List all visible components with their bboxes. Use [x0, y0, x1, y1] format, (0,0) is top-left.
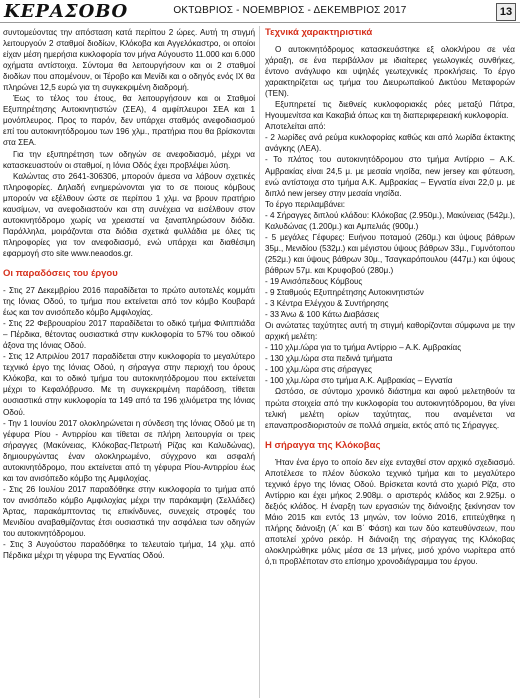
- paragraph: Ο αυτοκινητόδρομος κατασκευάστηκε εξ ολοκλήρου σε νέα χάραξη, σε ένα περιβάλλον με ιδιαίτερες γεωλογικές συνθήκες, έντονο ανάγλυφο και υψηλές γεωτεχνικές προκλήσεις. Το έργο χαρακτηρίζεται ως τμήμα του Διευρωπαϊκού Δικτύου Μεταφορών (ΤΕΝ).: [265, 45, 515, 99]
- list-item: - Στις 22 Φεβρουαρίου 2017 παραδίδεται το οδικό τμήμα Φιλιππιάδα – Πέρδικα, θέτοντας ουσιαστικά στην κυκλοφορία το 57% του οδικού άξονα της Ιόνιας Οδού.: [3, 319, 255, 351]
- section-heading-technical: Τεχνικά χαρακτηριστικά: [265, 27, 373, 38]
- paragraph: Ήταν ένα έργο το οποίο δεν είχε ενταχθεί στον αρχικό σχεδιασμό. Αποτέλεσε το πλέον δύσκολο τεχνικό τμήμα και το μεγαλύτερο τεχνικό έργο της Ιόνιας Οδού. Βρίσκεται κοντά στο χωριό Ρίζα, στο Αντίρριο και έχει μήκος 2.908μ. ο αριστερός κλάδος και 2.925μ. ο δεξιός κλάδος. Η έναρξη των εργασιών της διάνοιξης ξεκίνησαν τον Μάιο 2015 και εντός 13 μηνών, τον Ιούνιο 2016, επιτεύχθηκε η πλήρης διάνοιξη (Α΄ και Β΄ Φάση) και των δύο κατευθύνσεων, που αποτελεί χρόνο ρεκόρ. Η διάνοιξη της σήραγγας της Κλόκοβας ολοκληρώθηκε μόλις μέσα σε 13 μήνες, μισό χρόνο νωρίτερα από ό,τι προβλέποταν στο επίσημο χρονοδιάγραμμα του έργου.: [265, 457, 515, 567]
- list-item: - Στις 26 Ιουλίου 2017 παραδόθηκε στην κυκλοφορία το τμήμα από τον ανισόπεδο κόμβο Αμφιλοχίας μέχρι την παράκαμψη (Σελλάδες) Άρτας, παρακάμπτοντας τις επικίνδυνες, συνεχείς στροφές του Μενιδίου αναβαθμίζοντας έτσι ουσιαστικά την ασφάλεια των οδηγών του αυτοκινητόδρομου.: [3, 484, 255, 539]
- list-item: - Στις 3 Αυγούστου παραδόθηκε το τελευταίο τμήμα, 14 χλμ. από Πέρδικα μέχρι τη γέφυρα της Εγνατίας Οδού.: [3, 540, 255, 561]
- issue-date: ΟΚΤΩΒΡΙΟΣ - ΝΟΕΜΒΡΙΟΣ - ΔΕΚΕΜΒΡΙΟΣ 2017: [173, 5, 407, 16]
- paragraph: Καλώντας στο 2641-306306, μπορούν άμεσα να λάβουν σχετικές πληροφορίες. Δηλαδή ενημερώνονται για το σε ποιους κόμβους μπορούν να εξέλθουν ώστε σε περίπου 1 χλμ. να βρουν πρατήριο καυσίμων, να ανεφοδιαστούν και στη συνέχεια να εισέλθουν στον αυτοκινητόδρομο χωρίς να χρειαστεί να ξαναπληρώσουν διόδια. Παράλληλα, μοιράζονται στα διόδια σχετικά φυλλάδια με όλες τις πληροφορίες για τον ανεφοδιασμό, ενώ υπάρχει και διαθέσιμη εφαρμογή στο site www.neaodos.gr.: [3, 171, 255, 258]
- list-item: - Την 1 Ιουνίου 2017 ολοκληρώνεται η σύνδεση της Ιόνιας Οδού με τη γέφυρα Ρίου - Αντιρρίου και τίθεται σε πλήρη λειτουργία οι τρεις σήραγγες (Μακύνειας, Κλόκοβας-Πετρωτή Ρίζας και Καλυδώνας), δημιουργώντας έναν ολοκληρωμένο, σύγχρονο και ασφαλή αυτοκινητόδρομο, που εκτείνεται από τη γέφυρα Ρίου-Αντιρρίου έως και τον ανισόπεδο κόμβο της Αμφιλοχίας.: [3, 418, 255, 483]
- right-column: [265, 27, 515, 567]
- list-item: - 130 χλμ./ώρα στα πεδινά τμήματα: [265, 354, 393, 364]
- page-number: 13: [496, 3, 516, 21]
- section-heading-deliveries: Οι παραδόσεις του έργου: [3, 267, 118, 279]
- list-item: - 9 Σταθμούς Εξυπηρέτησης Αυτοκινητιστών: [265, 288, 424, 298]
- list-item: - 2 λωρίδες ανά ρεύμα κυκλοφορίας καθώς και από λωρίδα έκτακτης ανάγκης (ΛΕΑ).: [265, 133, 515, 154]
- list-item: - 110 χλμ./ώρα για το τμήμα Αντίρριο – Α.Κ. Αμβρακίας: [265, 343, 462, 353]
- list-item: - Το πλάτος του αυτοκινητόδρομου στο τμήμα Αντίρριο – Α.Κ. Αμβρακίας είναι 24,5 μ. με μεσαία νησίδα, new jersey και φύτευση, ενώ αντίστοιχα στο τμήμα Α.Κ. Αμβρακίας – Εγνατία είναι 22,0 μ. με διπλό new jersey στην μεσαία νησίδα.: [265, 155, 515, 198]
- paragraph: Το έργο περιλαμβάνει:: [265, 199, 346, 209]
- paragraph: Εξυπηρετεί τις διεθνείς κυκλοφοριακές ρόες μεταξύ Πάτρα, Ηγουμενίτσα και Κακαβιά όπως και τη διαπεριφερειακή κυκλοφορία.: [265, 100, 515, 121]
- list-item: - 19 Ανισόπεδους Κόμβους: [265, 276, 363, 286]
- paragraph: συντομεύοντας την απόσταση κατά περίπου 2 ώρες. Αυτή τη στιγμή λειτουργούν 2 σταθμοί διοδίων, Κλόκοβα και Αγγελόκαστρο, οι οποίοι είχαν μέση ημερήσια κυκλοφορία τον μήνα Αύγουστο 11.000 και 6.000 οχήματα αντίστοιχα. Σύντομα θα λειτουργήσουν και οι 2 σταθμοί διοδίων που απομένουν, οι Τέροβο και Μενίδι και ο οδηγός ενός ΙΧ θα πληρώνει 12,5 ευρώ για τη συγκεκριμένη διαδρομή.: [3, 28, 255, 93]
- list-item: - 100 χλμ./ώρα στις σήραγγες: [265, 365, 372, 375]
- list-item: - Στις 27 Δεκεμβρίου 2016 παραδίδεται το πρώτο αυτοτελές κομμάτι της Ιόνιας Οδού, το τμήμα που εκτείνεται από τον κόμβο Κουβαρά έως και τον ανισόπεδο κόμβο Αμφιλοχίας.: [3, 285, 255, 318]
- paragraph: Έως το τέλος του έτους, θα λειτουργήσουν και οι Σταθμοί Εξυπηρέτησης Αυτοκινητιστών (ΣΕΑ), 4 αμφίπλευροι ΣΕΑ και 1 μονόπλευρος. Προς το παρόν, δεν υπάρχει σταθμός ανεφοδιασμού επί του αυτοκινητόδρομου των 196 χλμ., πρατήρια που θα βρίσκονται στα ΣΕΑ.: [3, 94, 255, 148]
- column-divider: [259, 26, 260, 698]
- paragraph: Αποτελείται από:: [265, 122, 326, 132]
- paragraph: Οι ανώτατες ταχύτητες αυτή τη στιγμή καθορίζονται σύμφωνα με την αρχική μελέτη:: [265, 321, 515, 342]
- page-header: [0, 0, 520, 23]
- list-item: - 33 Άνω & 100 Κάτω Διαβάσεις: [265, 310, 380, 320]
- paragraph: Ωστόσο, σε σύντομο χρονικό διάστημα και αφού μελετηθούν τα πρώτα στοιχεία από την κυκλοφορία του αυτοκινητόδρομου, θα γίνει τελική μελέτη ορίων ταχύτητας, που αναμένεται να επαναπροσδιοριστούν σε πολλά σημεία, εκτός από τις Σήραγγες.: [265, 387, 515, 430]
- section-heading-klokova-tunnel: Η σήραγγα της Κλόκοβας: [265, 439, 381, 451]
- magazine-logo: ΚΕΡΑΣΟΒΟ: [4, 1, 129, 22]
- list-item: - Στις 12 Απριλίου 2017 παραδίδεται στην κυκλοφορία το μεγαλύτερο τεχνικό έργο της Ιόνιας Οδού, η σήραγγα στην περιοχή του όρους Κλόκοβα, και το οδικό τμήμα του αυτοκινητόδρομου που εκτείνεται μέχρι το Κεφαλόβρυσο. Με τη συγκεκριμένη παράδοση, τίθεται ουσιαστικά στην κυκλοφορία τα 149 από τα 196 χιλιόμετρα της Ιόνιας Οδού.: [3, 352, 255, 417]
- list-item: - 3 Κέντρα Ελέγχου & Συντήρησης: [265, 299, 389, 309]
- list-item: - 100 χλμ./ώρα στο τμήμα Α.Κ. Αμβρακίας – Εγνατία: [265, 376, 453, 386]
- left-column: [3, 27, 255, 561]
- paragraph: Για την εξυπηρέτηση των οδηγών σε ανεφοδιασμό, μέχρι να κατασκευαστούν οι σταθμοί, η Ιόνια Οδός έχει προβλέψει λύση.: [3, 149, 255, 170]
- list-item: - 5 μεγάλες Γέφυρες: Ευήνου ποταμού (260μ.) και ύψους βάθρων 35μ., Μενιδίου (532μ.) και μέγιστου ύψους βάθρων 33μ., Γυμνότοπου (252μ.) και ύψους βάθρων 30μ., Τσαγκαρόπουλου (447μ.) και ύψους βάθρων 57μ. και Κρυφοβού (280μ.): [265, 232, 515, 275]
- list-item: - 4 Σήραγγες διπλού κλάδου: Κλόκοβας (2.950μ.), Μακύνειας (542μ.), Καλυδώνας (1.200μ.) και Αμπελιάς (900μ.): [265, 210, 515, 231]
